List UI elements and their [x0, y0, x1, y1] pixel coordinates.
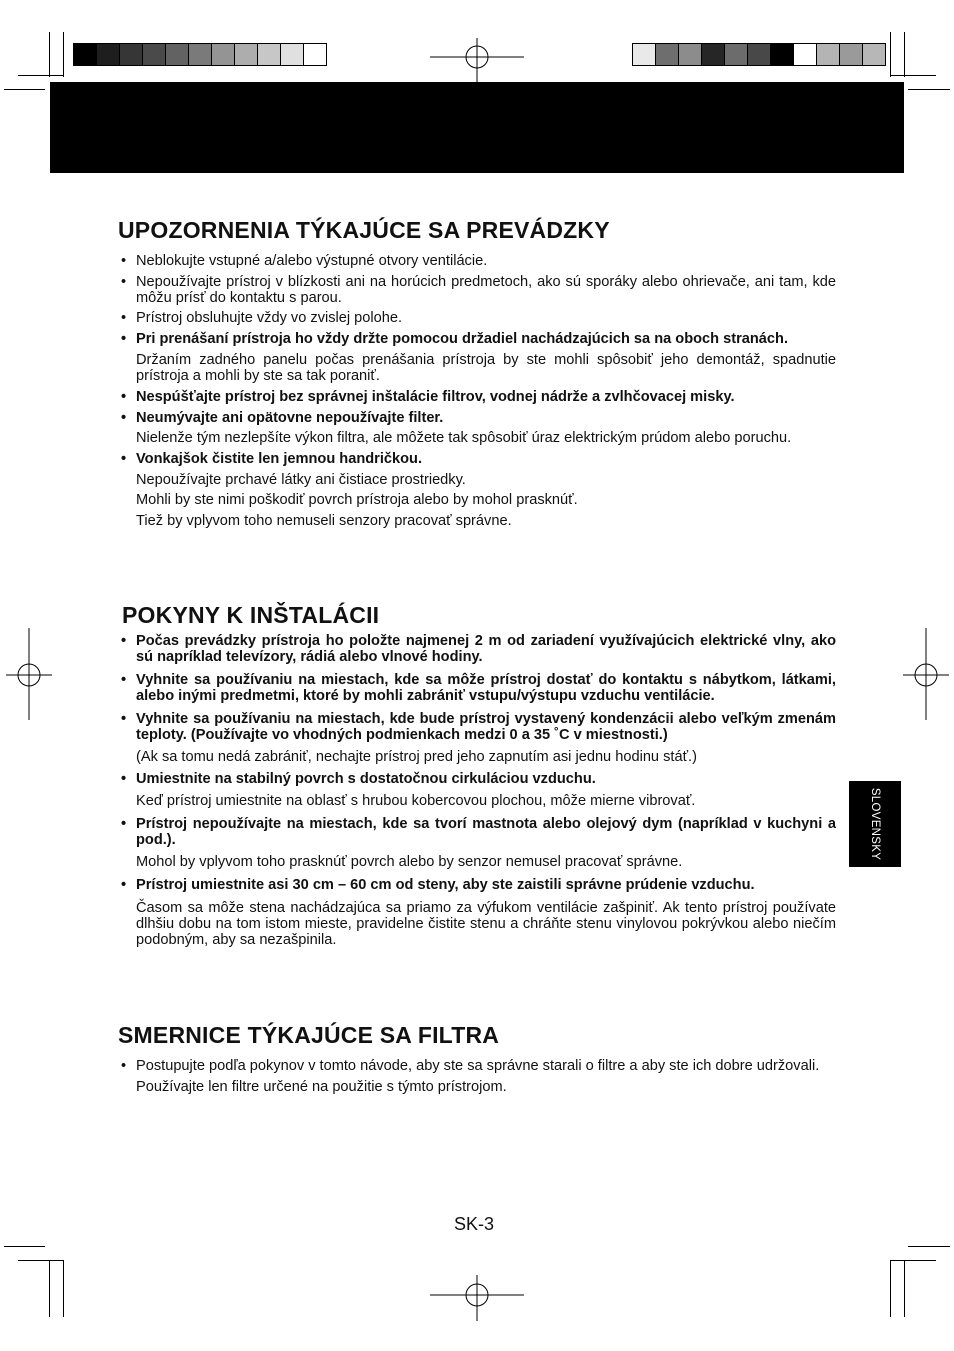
color-swatch	[120, 43, 143, 66]
paragraph-text: Tiež by vplyvom toho nemuseli senzory pracovať správne.	[136, 513, 512, 529]
color-swatch	[771, 43, 794, 66]
header-band	[50, 82, 904, 173]
crop-mark	[4, 89, 45, 90]
crop-mark	[18, 1260, 64, 1261]
registration-target-icon	[903, 628, 949, 720]
page-number: SK-3	[454, 1214, 495, 1234]
paragraph-text: Používajte len filtre určené na použitie s týmto prístrojom.	[136, 1079, 507, 1095]
language-tab-label: SLOVENSKY	[869, 787, 881, 861]
color-swatch	[656, 43, 679, 66]
bullet-item: • Vonkajšok čistite len jemnou handričkou.	[118, 451, 836, 467]
color-swatch	[702, 43, 725, 66]
bullet-item: • Pri prenášaní prístroja ho vždy držte pomocou držadiel nachádzajúcich sa na oboch stranách.	[118, 331, 836, 347]
crop-mark	[890, 1260, 891, 1317]
color-swatch	[235, 43, 258, 66]
paragraph-text: Keď prístroj umiestnite na oblasť s hrubou kobercovou plochou, môže mierne vibrovať.	[136, 793, 696, 809]
section-title-installation: POKYNY K INŠTALÁCII	[122, 602, 380, 628]
color-swatch	[748, 43, 771, 66]
color-swatch	[725, 43, 748, 66]
paragraph-text: Časom sa môže stena nachádzajúca sa priamo za výfukom ventilácie zašpiniť. Ak tento prístroj používate dlhšiu dobu na tom istom mieste, pravidelne čistite stenu a chráňte stenu vinylovou pokrývkou alebo niečím podobným, aby sa nezašpinila.	[136, 900, 836, 948]
section-title-operation: UPOZORNENIA TÝKAJÚCE SA PREVÁDZKY	[118, 217, 610, 243]
crop-mark	[49, 32, 50, 77]
crop-mark	[890, 1260, 936, 1261]
registration-target-icon	[6, 628, 52, 720]
color-swatch	[166, 43, 189, 66]
section-operation-content	[118, 253, 836, 529]
bullet-item: • Prístroj nepoužívajte na miestach, kde sa tvorí mastnota alebo olejový dym (napríklad v kuchyni a pod.).	[118, 816, 836, 848]
section-filter-content	[118, 1058, 836, 1095]
color-swatch	[143, 43, 166, 66]
bullet-item: • Počas prevádzky prístroja ho položte najmenej 2 m od zariadení využívajúcich elektrické vlny, ako sú napríklad televízory, rádiá alebo vlnové hodiny.	[118, 633, 836, 665]
paragraph-text: Nepoužívajte prchavé látky ani čistiace prostriedky.	[136, 472, 466, 488]
crop-mark	[904, 32, 905, 77]
crop-mark	[4, 1246, 45, 1247]
color-swatch	[97, 43, 120, 66]
bullet-item: • Neumývajte ani opätovne nepoužívajte filter.	[118, 410, 836, 426]
registration-target-icon	[430, 38, 524, 84]
color-swatch	[258, 43, 281, 66]
language-tab	[849, 781, 901, 867]
crop-mark	[890, 75, 936, 76]
color-bar-left	[73, 43, 327, 66]
color-swatch	[212, 43, 235, 66]
section-title-filter: SMERNICE TÝKAJÚCE SA FILTRA	[118, 1022, 500, 1048]
color-swatch	[679, 43, 702, 66]
color-swatch	[863, 43, 886, 66]
paragraph-text: Mohol by vplyvom toho prasknúť povrch alebo by senzor nemusel pracovať správne.	[136, 854, 683, 870]
paragraph-text: Mohli by ste nimi poškodiť povrch prístroja alebo by mohol prasknúť.	[136, 492, 578, 508]
color-swatch	[840, 43, 863, 66]
paragraph-text: (Ak sa tomu nedá zabrániť, nechajte prístroj pred jeho zapnutím asi jednu hodinu stáť.)	[136, 749, 697, 765]
bullet-item: • Nepoužívajte prístroj v blízkosti ani na horúcich predmetoch, ako sú sporáky alebo ohrievače, ani tam, kde môžu prísť do kontaktu s parou.	[118, 274, 836, 306]
color-swatch	[817, 43, 840, 66]
crop-mark	[63, 1260, 64, 1317]
crop-mark	[49, 1260, 50, 1317]
color-swatch	[189, 43, 212, 66]
bullet-item: • Prístroj obsluhujte vždy vo zvislej polohe.	[118, 310, 836, 326]
crop-mark	[63, 32, 64, 77]
color-swatch	[304, 43, 327, 66]
bullet-item: • Neblokujte vstupné a/alebo výstupné otvory ventilácie.	[118, 253, 836, 269]
color-swatch	[281, 43, 304, 66]
color-swatch	[794, 43, 817, 66]
bullet-item: • Vyhnite sa používaniu na miestach, kde sa môže prístroj dostať do kontaktu s nábytkom, látkami, alebo inými predmetmi, ktoré by mohli zabrániť vstupu/výstupu vzduchu ventilácie.	[118, 672, 836, 704]
crop-mark	[908, 89, 950, 90]
section-installation-content	[118, 633, 836, 948]
bullet-item: • Umiestnite na stabilný povrch s dostatočnou cirkuláciou vzduchu.	[118, 771, 836, 787]
crop-mark	[908, 1246, 950, 1247]
paragraph-text: Nielenže tým nezlepšíte výkon filtra, ale môžete tak spôsobiť úraz elektrickým prúdom alebo poruchu.	[136, 430, 792, 446]
registration-target-icon	[430, 1275, 524, 1321]
crop-mark	[904, 1260, 905, 1317]
paragraph-text: Držaním zadného panelu počas prenášania prístroja by ste mohli spôsobiť jeho demontáž, spadnutie prístroja a mohli by ste sa tak poraniť.	[136, 352, 836, 384]
bullet-item: • Nespúšťajte prístroj bez správnej inštalácie filtrov, vodnej nádrže a zvlhčovacej misky.	[118, 389, 836, 405]
color-swatch	[632, 43, 656, 66]
color-bar-right	[632, 43, 886, 66]
crop-mark	[890, 32, 891, 77]
bullet-item: • Vyhnite sa používaniu na miestach, kde bude prístroj vystavený kondenzácii alebo veľkým zmenám teploty. (Používajte vo vhodných podmienkach medzi 0 a 35 ˚C v miestnosti.)	[118, 711, 836, 743]
crop-mark	[18, 75, 64, 76]
bullet-item: • Prístroj umiestnite asi 30 cm – 60 cm od steny, aby ste zaistili správne prúdenie vzduchu.	[118, 877, 836, 893]
color-swatch	[73, 43, 97, 66]
bullet-item: • Postupujte podľa pokynov v tomto návode, aby ste sa správne starali o filtre a aby ste ich dobre udržovali.	[118, 1058, 836, 1074]
